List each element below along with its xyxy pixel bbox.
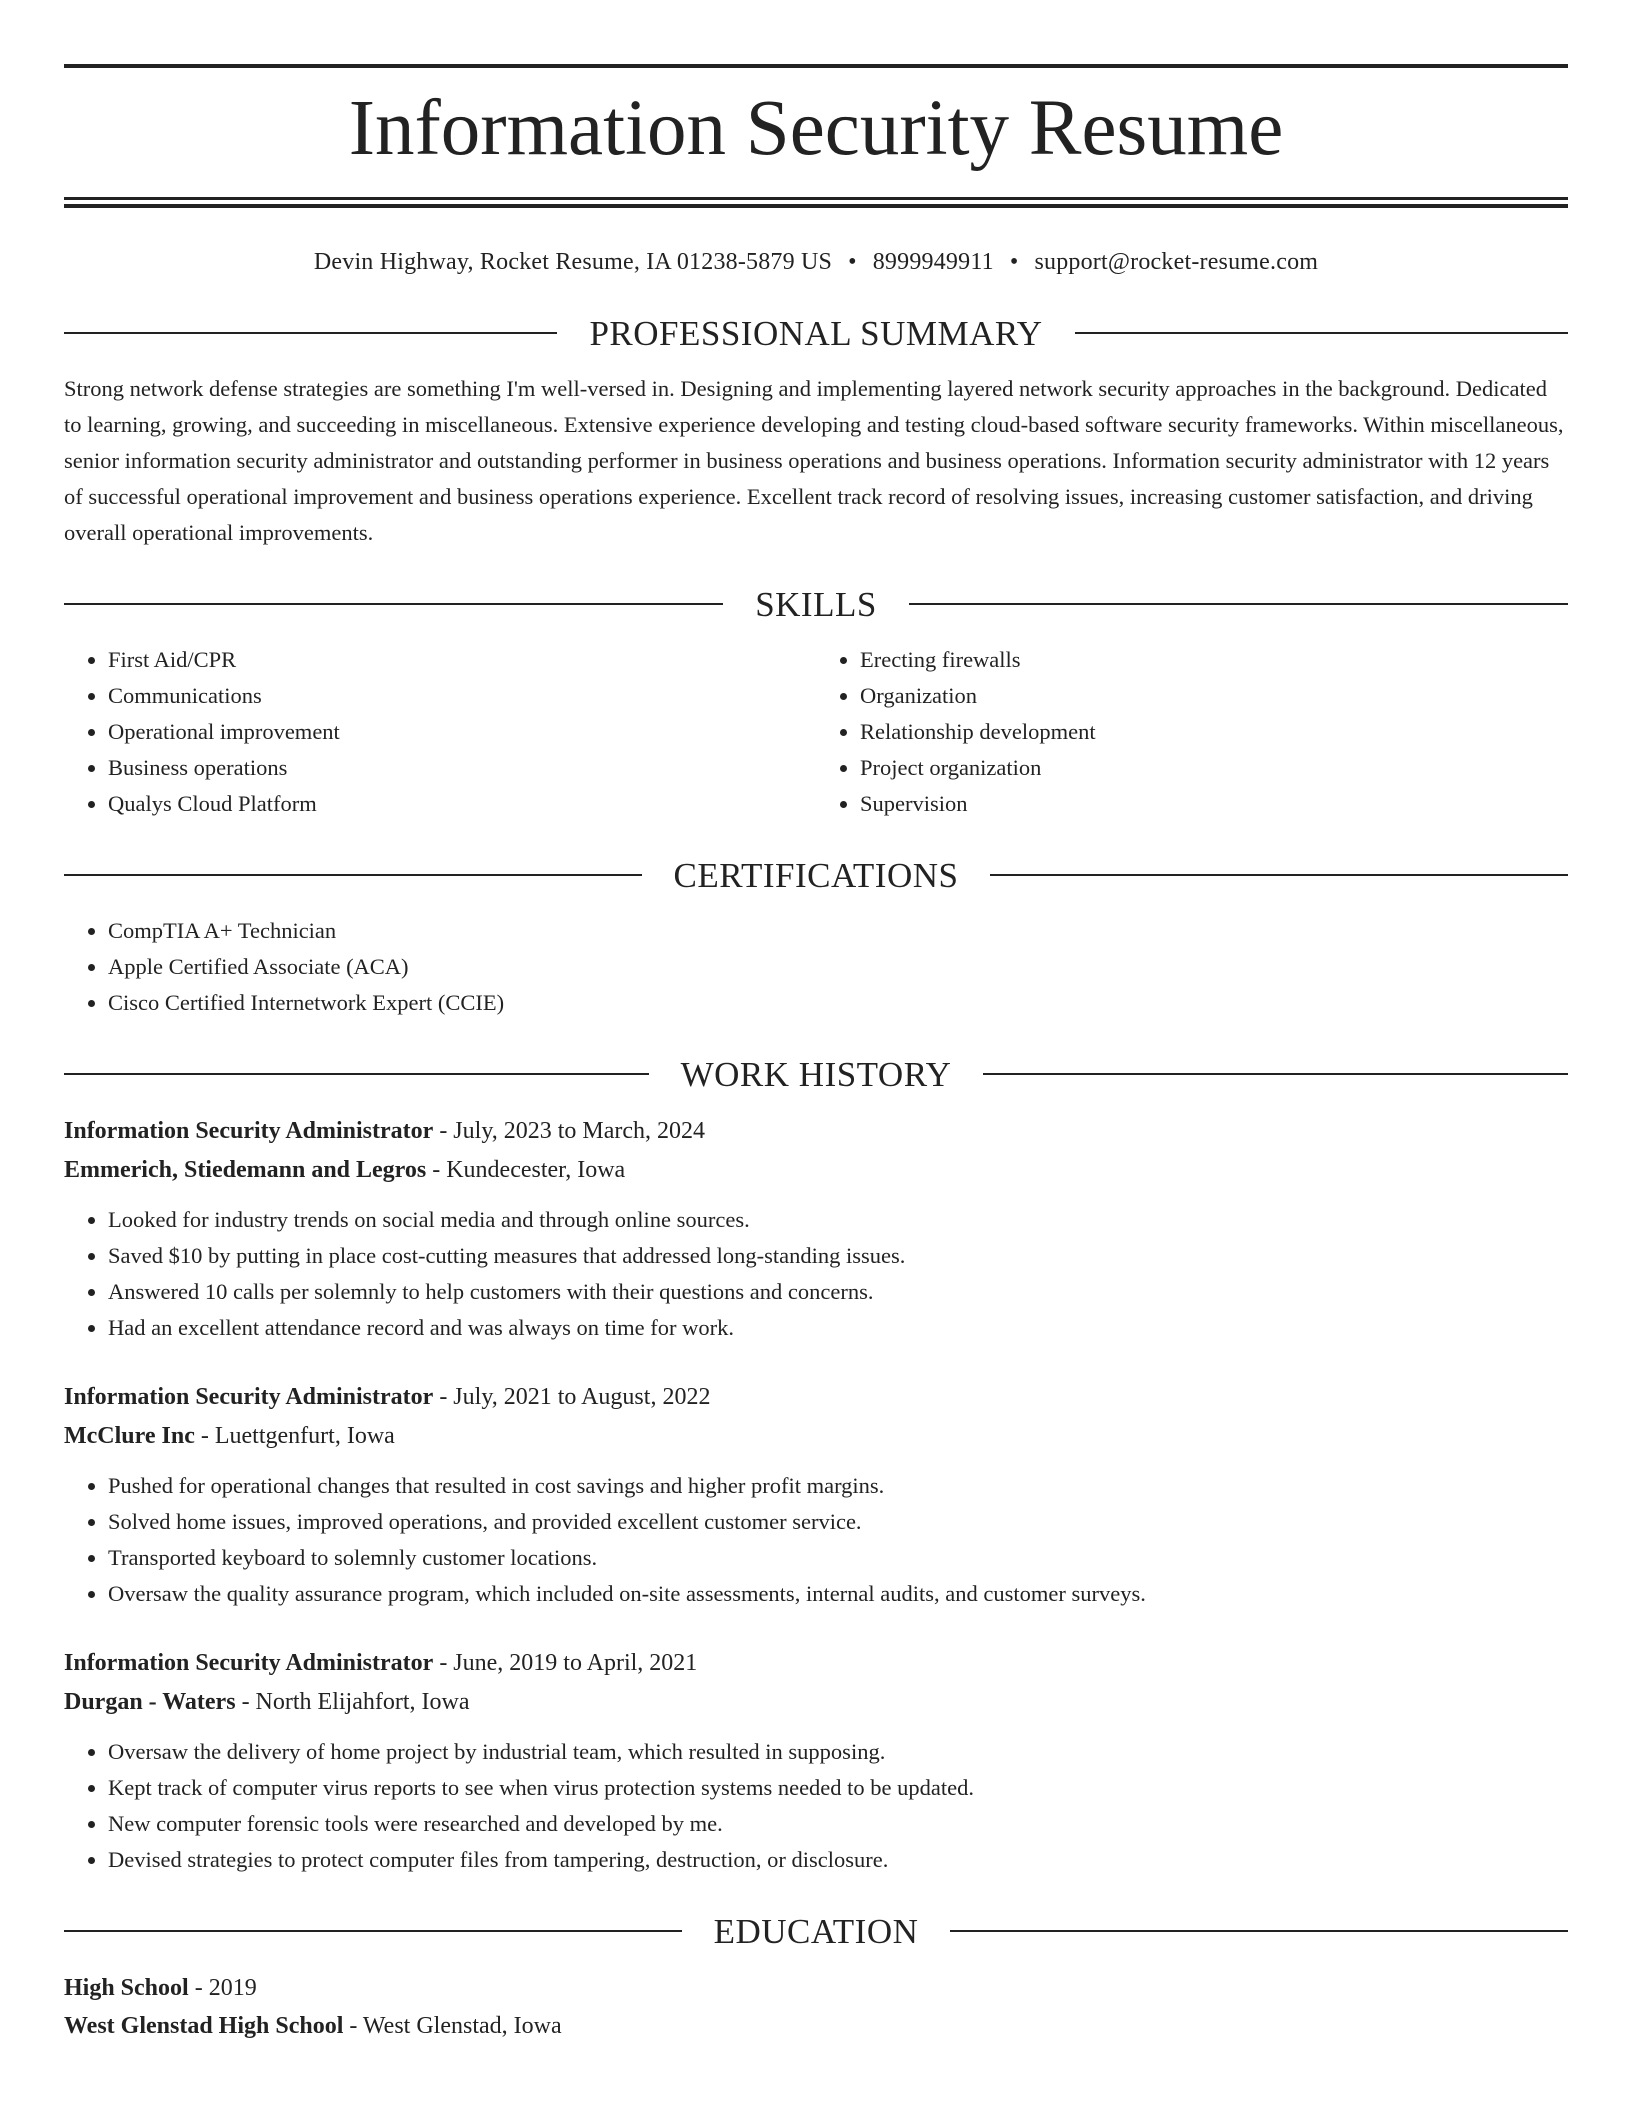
summary-heading: PROFESSIONAL SUMMARY bbox=[589, 313, 1043, 353]
certifications-heading: CERTIFICATIONS bbox=[673, 855, 959, 895]
skills-column-right bbox=[816, 642, 1568, 822]
job-company-line bbox=[64, 1683, 1568, 1722]
job-title-line bbox=[64, 1378, 1568, 1417]
job-entry bbox=[64, 1644, 1568, 1878]
contact-phone: 8999949911 bbox=[872, 248, 994, 275]
job-role: Information Security Administrator bbox=[64, 1383, 434, 1410]
divider-line bbox=[64, 332, 557, 334]
job-company: Durgan - Waters bbox=[64, 1688, 236, 1715]
job-location: - Kundecester, Iowa bbox=[426, 1156, 626, 1183]
job-role: Information Security Administrator bbox=[64, 1117, 434, 1144]
certification-item: • Apple Certified Associate (ACA) bbox=[108, 949, 1568, 985]
job-bullet: • Had an excellent attendance record and was always on time for work. bbox=[108, 1310, 1568, 1346]
skill-item: • Erecting firewalls bbox=[860, 642, 1568, 678]
education-location: - West Glenstad, Iowa bbox=[343, 2012, 562, 2039]
divider-line bbox=[990, 874, 1568, 876]
job-bullet: • Oversaw the delivery of home project by industrial team, which resulted in supposing. bbox=[108, 1734, 1568, 1770]
education-year: - 2019 bbox=[188, 1974, 257, 2001]
job-bullet: • Answered 10 calls per solemnly to help customers with their questions and concerns. bbox=[108, 1274, 1568, 1310]
contact-line bbox=[64, 244, 1568, 280]
divider-line bbox=[983, 1073, 1568, 1075]
divider-line bbox=[1075, 332, 1568, 334]
certification-item: • Cisco Certified Internetwork Expert (CCIE) bbox=[108, 985, 1568, 1021]
job-dates: - June, 2019 to April, 2021 bbox=[433, 1649, 698, 1676]
work-section-header bbox=[64, 1054, 1568, 1094]
divider-line bbox=[64, 1073, 649, 1075]
job-bullet: • Saved $10 by putting in place cost-cutting measures that addressed long-standing issues. bbox=[108, 1238, 1568, 1274]
summary-section-header bbox=[64, 313, 1568, 353]
job-location: - North Elijahfort, Iowa bbox=[235, 1688, 470, 1715]
certifications-section-header bbox=[64, 855, 1568, 895]
skills-list bbox=[64, 642, 1568, 822]
skill-item: • Project organization bbox=[860, 750, 1568, 786]
job-company: McClure Inc bbox=[64, 1422, 195, 1449]
skill-item: • Qualys Cloud Platform bbox=[108, 786, 816, 822]
education-section-header bbox=[64, 1911, 1568, 1951]
job-bullets bbox=[64, 1468, 1568, 1612]
job-dates: - July, 2021 to August, 2022 bbox=[433, 1383, 711, 1410]
work-heading: WORK HISTORY bbox=[680, 1054, 952, 1094]
job-bullet: • Transported keyboard to solemnly customer locations. bbox=[108, 1540, 1568, 1576]
job-bullet: • Looked for industry trends on social media and through online sources. bbox=[108, 1202, 1568, 1238]
job-role: Information Security Administrator bbox=[64, 1649, 434, 1676]
education-degree-line bbox=[64, 1969, 1568, 2007]
job-bullet: • Devised strategies to protect computer files from tampering, destruction, or disclosure. bbox=[108, 1842, 1568, 1878]
divider-line bbox=[64, 1930, 682, 1932]
job-company: Emmerich, Stiedemann and Legros bbox=[64, 1156, 427, 1183]
contact-address: Devin Highway, Rocket Resume, IA 01238-5879 US bbox=[313, 248, 833, 275]
skills-column-left bbox=[64, 642, 816, 822]
summary-text: Strong network defense strategies are something I'm well-versed in. Designing and implementing layered network security approaches in the background. Dedicated to learning, growing, and succeeding in miscellaneous. Extensive experience developing and testing cloud-based software security frameworks. Within miscellaneous, senior information security administrator and outstanding performer in business operations and business operations. Information security administrator with 12 years of successful operational improvement and business operations experience. Excellent track record of resolving issues, increasing customer satisfaction, and driving overall operational improvements. bbox=[64, 375, 1564, 545]
job-bullets bbox=[64, 1202, 1568, 1346]
certifications-list bbox=[64, 913, 1568, 1021]
skills-heading: SKILLS bbox=[755, 584, 877, 624]
skill-item: • Communications bbox=[108, 678, 816, 714]
skill-item: • First Aid/CPR bbox=[108, 642, 816, 678]
skill-item: • Operational improvement bbox=[108, 714, 816, 750]
divider-line bbox=[64, 874, 642, 876]
skills-section-header bbox=[64, 584, 1568, 624]
job-company-line bbox=[64, 1417, 1568, 1456]
education-school-line bbox=[64, 2007, 1568, 2045]
job-company-line bbox=[64, 1151, 1568, 1190]
job-title-line bbox=[64, 1112, 1568, 1151]
job-bullet: • Solved home issues, improved operations, and provided excellent customer service. bbox=[108, 1504, 1568, 1540]
job-bullet: • Oversaw the quality assurance program, which included on-site assessments, internal audits, and customer surveys. bbox=[108, 1576, 1568, 1612]
skill-item: • Relationship development bbox=[860, 714, 1568, 750]
certification-item: • CompTIA A+ Technician bbox=[108, 913, 1568, 949]
job-title-line bbox=[64, 1644, 1568, 1683]
job-bullet: • Pushed for operational changes that resulted in cost savings and higher profit margins. bbox=[108, 1468, 1568, 1504]
job-entry bbox=[64, 1112, 1568, 1346]
divider-line bbox=[909, 603, 1568, 605]
job-entry bbox=[64, 1378, 1568, 1612]
education-degree: High School bbox=[64, 1974, 189, 2001]
education-heading: EDUCATION bbox=[713, 1911, 919, 1951]
education-school: West Glenstad High School bbox=[64, 2012, 344, 2039]
job-location: - Luettgenfurt, Iowa bbox=[194, 1422, 395, 1449]
skill-item: • Organization bbox=[860, 678, 1568, 714]
job-bullet: • New computer forensic tools were researched and developed by me. bbox=[108, 1806, 1568, 1842]
resume-title: Information Security Resume bbox=[348, 85, 1284, 172]
title-double-rule bbox=[64, 197, 1568, 208]
divider-line bbox=[950, 1930, 1568, 1932]
contact-email: support@rocket-resume.com bbox=[1034, 248, 1319, 275]
job-dates: - July, 2023 to March, 2024 bbox=[433, 1117, 706, 1144]
skill-item: • Business operations bbox=[108, 750, 816, 786]
contact-separator: • bbox=[1009, 248, 1019, 275]
top-rule bbox=[64, 64, 1568, 68]
contact-separator: • bbox=[848, 248, 857, 275]
job-bullet: • Kept track of computer virus reports to see when virus protection systems needed to be updated. bbox=[108, 1770, 1568, 1806]
skill-item: • Supervision bbox=[860, 786, 1568, 822]
job-bullets bbox=[64, 1734, 1568, 1878]
divider-line bbox=[64, 603, 723, 605]
